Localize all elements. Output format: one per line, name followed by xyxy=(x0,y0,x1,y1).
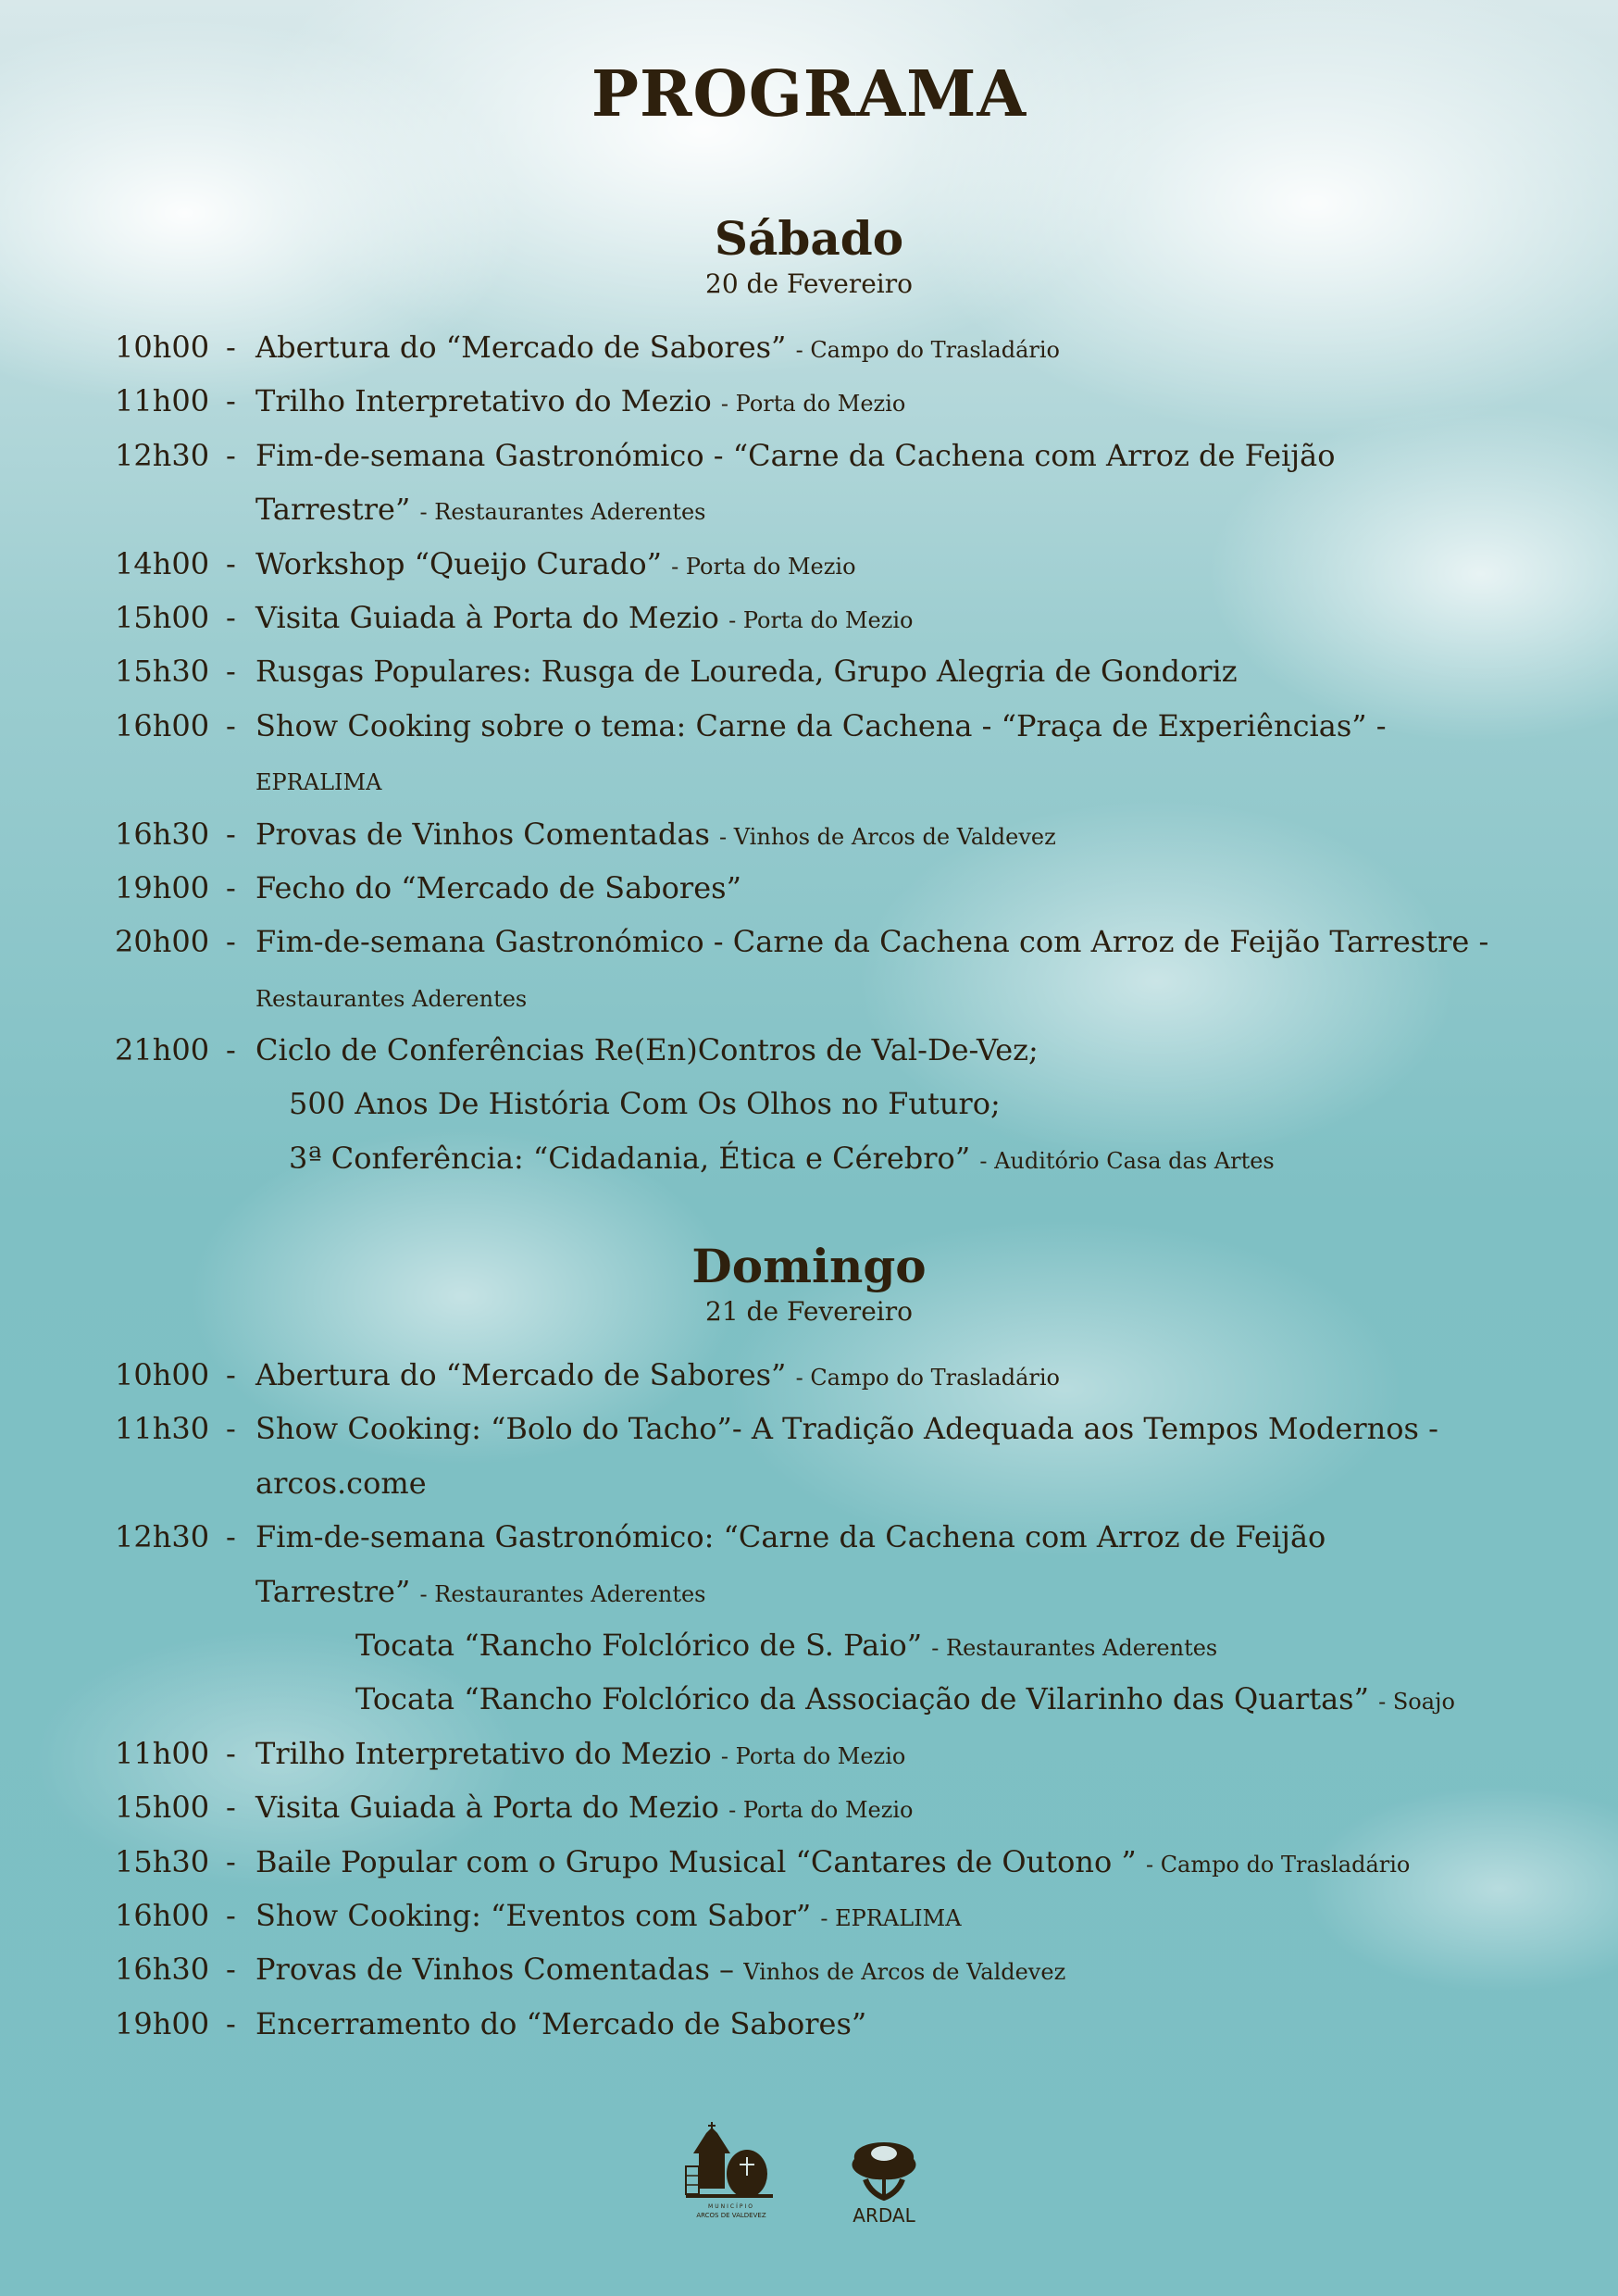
event-time: 15h00 xyxy=(115,599,210,635)
event-entry xyxy=(255,861,741,917)
event-title: Visita Guiada à Porta do Mezio xyxy=(255,1790,719,1826)
day-title-domingo: Domingo xyxy=(691,1239,927,1293)
event-entry xyxy=(255,644,1238,701)
event-entry xyxy=(289,1131,1275,1188)
event-time: 15h30 xyxy=(115,1843,210,1879)
schedule-row xyxy=(0,537,1618,591)
day-title-sabado: Sábado xyxy=(714,211,904,266)
time-separator: - xyxy=(226,1952,236,1988)
schedule-row xyxy=(0,1889,1618,1942)
event-title: Fecho do “Mercado de Sabores” xyxy=(255,869,741,905)
event-title: arcos.come xyxy=(255,1465,427,1501)
schedule-row xyxy=(0,1727,1618,1780)
event-entry xyxy=(255,1835,1410,1891)
event-location: - Restaurantes Aderentes xyxy=(419,1580,706,1607)
event-entry xyxy=(255,1780,913,1837)
event-entry xyxy=(255,374,905,430)
event-entry xyxy=(255,537,856,593)
time-separator: - xyxy=(226,1519,236,1555)
event-entry xyxy=(255,1348,1060,1404)
event-time: 16h30 xyxy=(115,1952,210,1988)
municipio-arcos-de-valdevez-logo xyxy=(680,2120,782,2231)
time-separator: - xyxy=(226,545,236,581)
event-entry xyxy=(289,1077,1001,1133)
ardal-caption: ARDAL xyxy=(853,2204,915,2227)
schedule-row xyxy=(0,1618,1618,1672)
event-time: 16h00 xyxy=(115,1897,210,1933)
time-separator: - xyxy=(226,816,236,852)
event-title: 3ª Conferência: “Cidadania, Ética e Cérebro” xyxy=(289,1140,971,1176)
schedule-row xyxy=(0,915,1618,968)
event-entry xyxy=(255,915,1488,971)
time-separator: - xyxy=(226,1357,236,1392)
time-separator: - xyxy=(226,1735,236,1771)
event-title: Baile Popular com o Grupo Musical “Cantares de Outono ” xyxy=(255,1843,1137,1879)
event-time: 21h00 xyxy=(115,1032,210,1068)
event-time: 15h00 xyxy=(115,1790,210,1826)
event-entry xyxy=(255,807,1056,864)
event-entry xyxy=(255,1727,905,1783)
time-separator: - xyxy=(226,869,236,905)
event-title: Trilho Interpretativo do Mezio xyxy=(255,383,712,419)
event-title: Show Cooking: “Bolo do Tacho”- A Tradição Adequada aos Tempos Modernos - xyxy=(255,1411,1438,1447)
time-separator: - xyxy=(226,1411,236,1447)
event-location: - Porta do Mezio xyxy=(728,606,914,633)
event-entry xyxy=(255,1023,1039,1079)
event-title: Tocata “Rancho Folclórico de S. Paio” xyxy=(355,1627,923,1663)
event-time: 10h00 xyxy=(115,330,210,365)
schedule-row xyxy=(0,1835,1618,1889)
event-location: - Restaurantes Aderentes xyxy=(931,1634,1218,1661)
event-time: 19h00 xyxy=(115,869,210,905)
event-title: Fim-de-semana Gastronómico - Carne da Cachena com Arroz de Feijão Tarrestre - xyxy=(255,924,1489,960)
schedule-row xyxy=(0,1565,1618,1618)
event-title: Trilho Interpretativo do Mezio xyxy=(255,1735,712,1771)
event-time: 11h30 xyxy=(115,1411,210,1447)
event-time: 10h00 xyxy=(115,1357,210,1392)
event-title: Ciclo de Conferências Re(En)Contros de Val-De-Vez; xyxy=(255,1032,1039,1068)
time-separator: - xyxy=(226,654,236,690)
event-time: 16h30 xyxy=(115,816,210,852)
event-title: 500 Anos De História Com Os Olhos no Futuro; xyxy=(289,1086,1001,1122)
event-location: - Campo do Trasladário xyxy=(1145,1851,1411,1878)
event-title: Provas de Vinhos Comentadas – xyxy=(255,1952,735,1988)
event-title: Tarrestre” xyxy=(255,492,411,528)
event-time: 19h00 xyxy=(115,2005,210,2041)
schedule-sabado xyxy=(0,320,1618,1185)
event-location: - Vinhos de Arcos de Valdevez xyxy=(719,823,1056,850)
schedule-row xyxy=(0,482,1618,536)
event-title: Abertura do “Mercado de Sabores” xyxy=(255,330,787,365)
time-separator: - xyxy=(226,1843,236,1879)
event-title: Provas de Vinhos Comentadas xyxy=(255,816,710,852)
event-entry xyxy=(255,1456,427,1513)
event-title: Tocata “Rancho Folclórico da Associação de Vilarinho das Quartas” xyxy=(355,1681,1369,1717)
event-location: - Porta do Mezio xyxy=(671,553,856,580)
schedule-row xyxy=(0,807,1618,861)
event-location: - Restaurantes Aderentes xyxy=(419,499,706,526)
schedule-row xyxy=(0,699,1618,753)
event-time: 12h30 xyxy=(115,437,210,473)
event-title: Show Cooking: “Eventos com Sabor” xyxy=(255,1897,812,1933)
event-entry xyxy=(255,1889,962,1945)
time-separator: - xyxy=(226,1032,236,1068)
event-time: 11h00 xyxy=(115,1735,210,1771)
event-entry xyxy=(255,1510,1326,1566)
event-location: - Campo do Trasladário xyxy=(795,1365,1060,1391)
event-title: Abertura do “Mercado de Sabores” xyxy=(255,1357,787,1392)
event-location: Restaurantes Aderentes xyxy=(255,985,528,1012)
schedule-row xyxy=(0,644,1618,698)
event-time: 15h30 xyxy=(115,654,210,690)
event-entry xyxy=(255,429,1336,485)
event-title: Fim-de-semana Gastronómico: “Carne da Cachena com Arroz de Feijão xyxy=(255,1519,1326,1555)
day-date-domingo: 21 de Fevereiro xyxy=(705,1296,913,1327)
schedule-row xyxy=(0,1672,1618,1726)
time-separator: - xyxy=(226,330,236,365)
event-time: 16h00 xyxy=(115,707,210,743)
schedule-row xyxy=(0,1510,1618,1564)
time-separator: - xyxy=(226,2005,236,2041)
schedule-row xyxy=(0,1131,1618,1185)
event-entry xyxy=(255,969,527,1026)
event-location: - Porta do Mezio xyxy=(720,1742,906,1769)
event-entry xyxy=(255,753,381,809)
time-separator: - xyxy=(226,707,236,743)
schedule-row xyxy=(0,320,1618,374)
time-separator: - xyxy=(226,437,236,473)
event-entry xyxy=(255,320,1060,377)
event-time: 20h00 xyxy=(115,924,210,960)
schedule-row xyxy=(0,1402,1618,1455)
event-location: Vinhos de Arcos de Valdevez xyxy=(743,1959,1066,1986)
event-time: 14h00 xyxy=(115,545,210,581)
page-title: PROGRAMA xyxy=(591,57,1027,131)
event-location: - Porta do Mezio xyxy=(728,1797,914,1824)
schedule-row xyxy=(0,429,1618,482)
event-entry xyxy=(255,482,705,539)
event-location: EPRALIMA xyxy=(255,769,382,796)
time-separator: - xyxy=(226,1897,236,1933)
schedule-row xyxy=(0,1942,1618,1996)
event-location: - EPRALIMA xyxy=(820,1904,962,1931)
event-location: - Auditório Casa das Artes xyxy=(979,1147,1275,1174)
event-title: Encerramento do “Mercado de Sabores” xyxy=(255,2005,867,2041)
time-separator: - xyxy=(226,924,236,960)
event-title: Rusgas Populares: Rusga de Loureda, Grupo Alegria de Gondoriz xyxy=(255,654,1238,690)
time-separator: - xyxy=(226,1790,236,1826)
day-date-sabado: 20 de Fevereiro xyxy=(705,268,913,299)
event-time: 11h00 xyxy=(115,383,210,419)
event-title: Fim-de-semana Gastronómico - “Carne da Cachena com Arroz de Feijão xyxy=(255,437,1336,473)
municipio-caption-2: ARCOS DE VALDEVEZ xyxy=(696,2212,766,2219)
event-entry xyxy=(255,1402,1438,1458)
event-location: - Campo do Trasladário xyxy=(795,337,1060,363)
schedule-row xyxy=(0,591,1618,644)
event-title: Visita Guiada à Porta do Mezio xyxy=(255,599,719,635)
footer-logos xyxy=(0,2120,1618,2240)
schedule-row xyxy=(0,374,1618,428)
schedule-row xyxy=(0,1023,1618,1077)
time-separator: - xyxy=(226,599,236,635)
event-entry xyxy=(355,1618,1217,1675)
schedule-domingo xyxy=(0,1348,1618,2051)
event-entry xyxy=(255,591,913,647)
schedule-row xyxy=(0,861,1618,915)
event-location: - Soajo xyxy=(1378,1689,1455,1716)
event-location: - Porta do Mezio xyxy=(720,391,906,418)
ardal-logo xyxy=(828,2122,940,2228)
event-title: Tarrestre” xyxy=(255,1573,411,1609)
event-entry xyxy=(255,1565,705,1621)
event-entry xyxy=(355,1672,1455,1728)
event-entry xyxy=(255,699,1387,755)
time-separator: - xyxy=(226,383,236,419)
municipio-caption-1: MUNICÍPIO xyxy=(708,2203,754,2210)
event-title: Workshop “Queijo Curado” xyxy=(255,545,662,581)
schedule-row xyxy=(0,753,1618,806)
event-title: Show Cooking sobre o tema: Carne da Cachena - “Praça de Experiências” - xyxy=(255,707,1387,743)
event-entry xyxy=(255,1997,866,2053)
event-time: 12h30 xyxy=(115,1519,210,1555)
schedule-row xyxy=(0,969,1618,1023)
schedule-row xyxy=(0,1456,1618,1510)
schedule-row xyxy=(0,1997,1618,2051)
event-entry xyxy=(255,1942,1065,1999)
schedule-row xyxy=(0,1348,1618,1402)
schedule-row xyxy=(0,1780,1618,1834)
schedule-row xyxy=(0,1077,1618,1130)
